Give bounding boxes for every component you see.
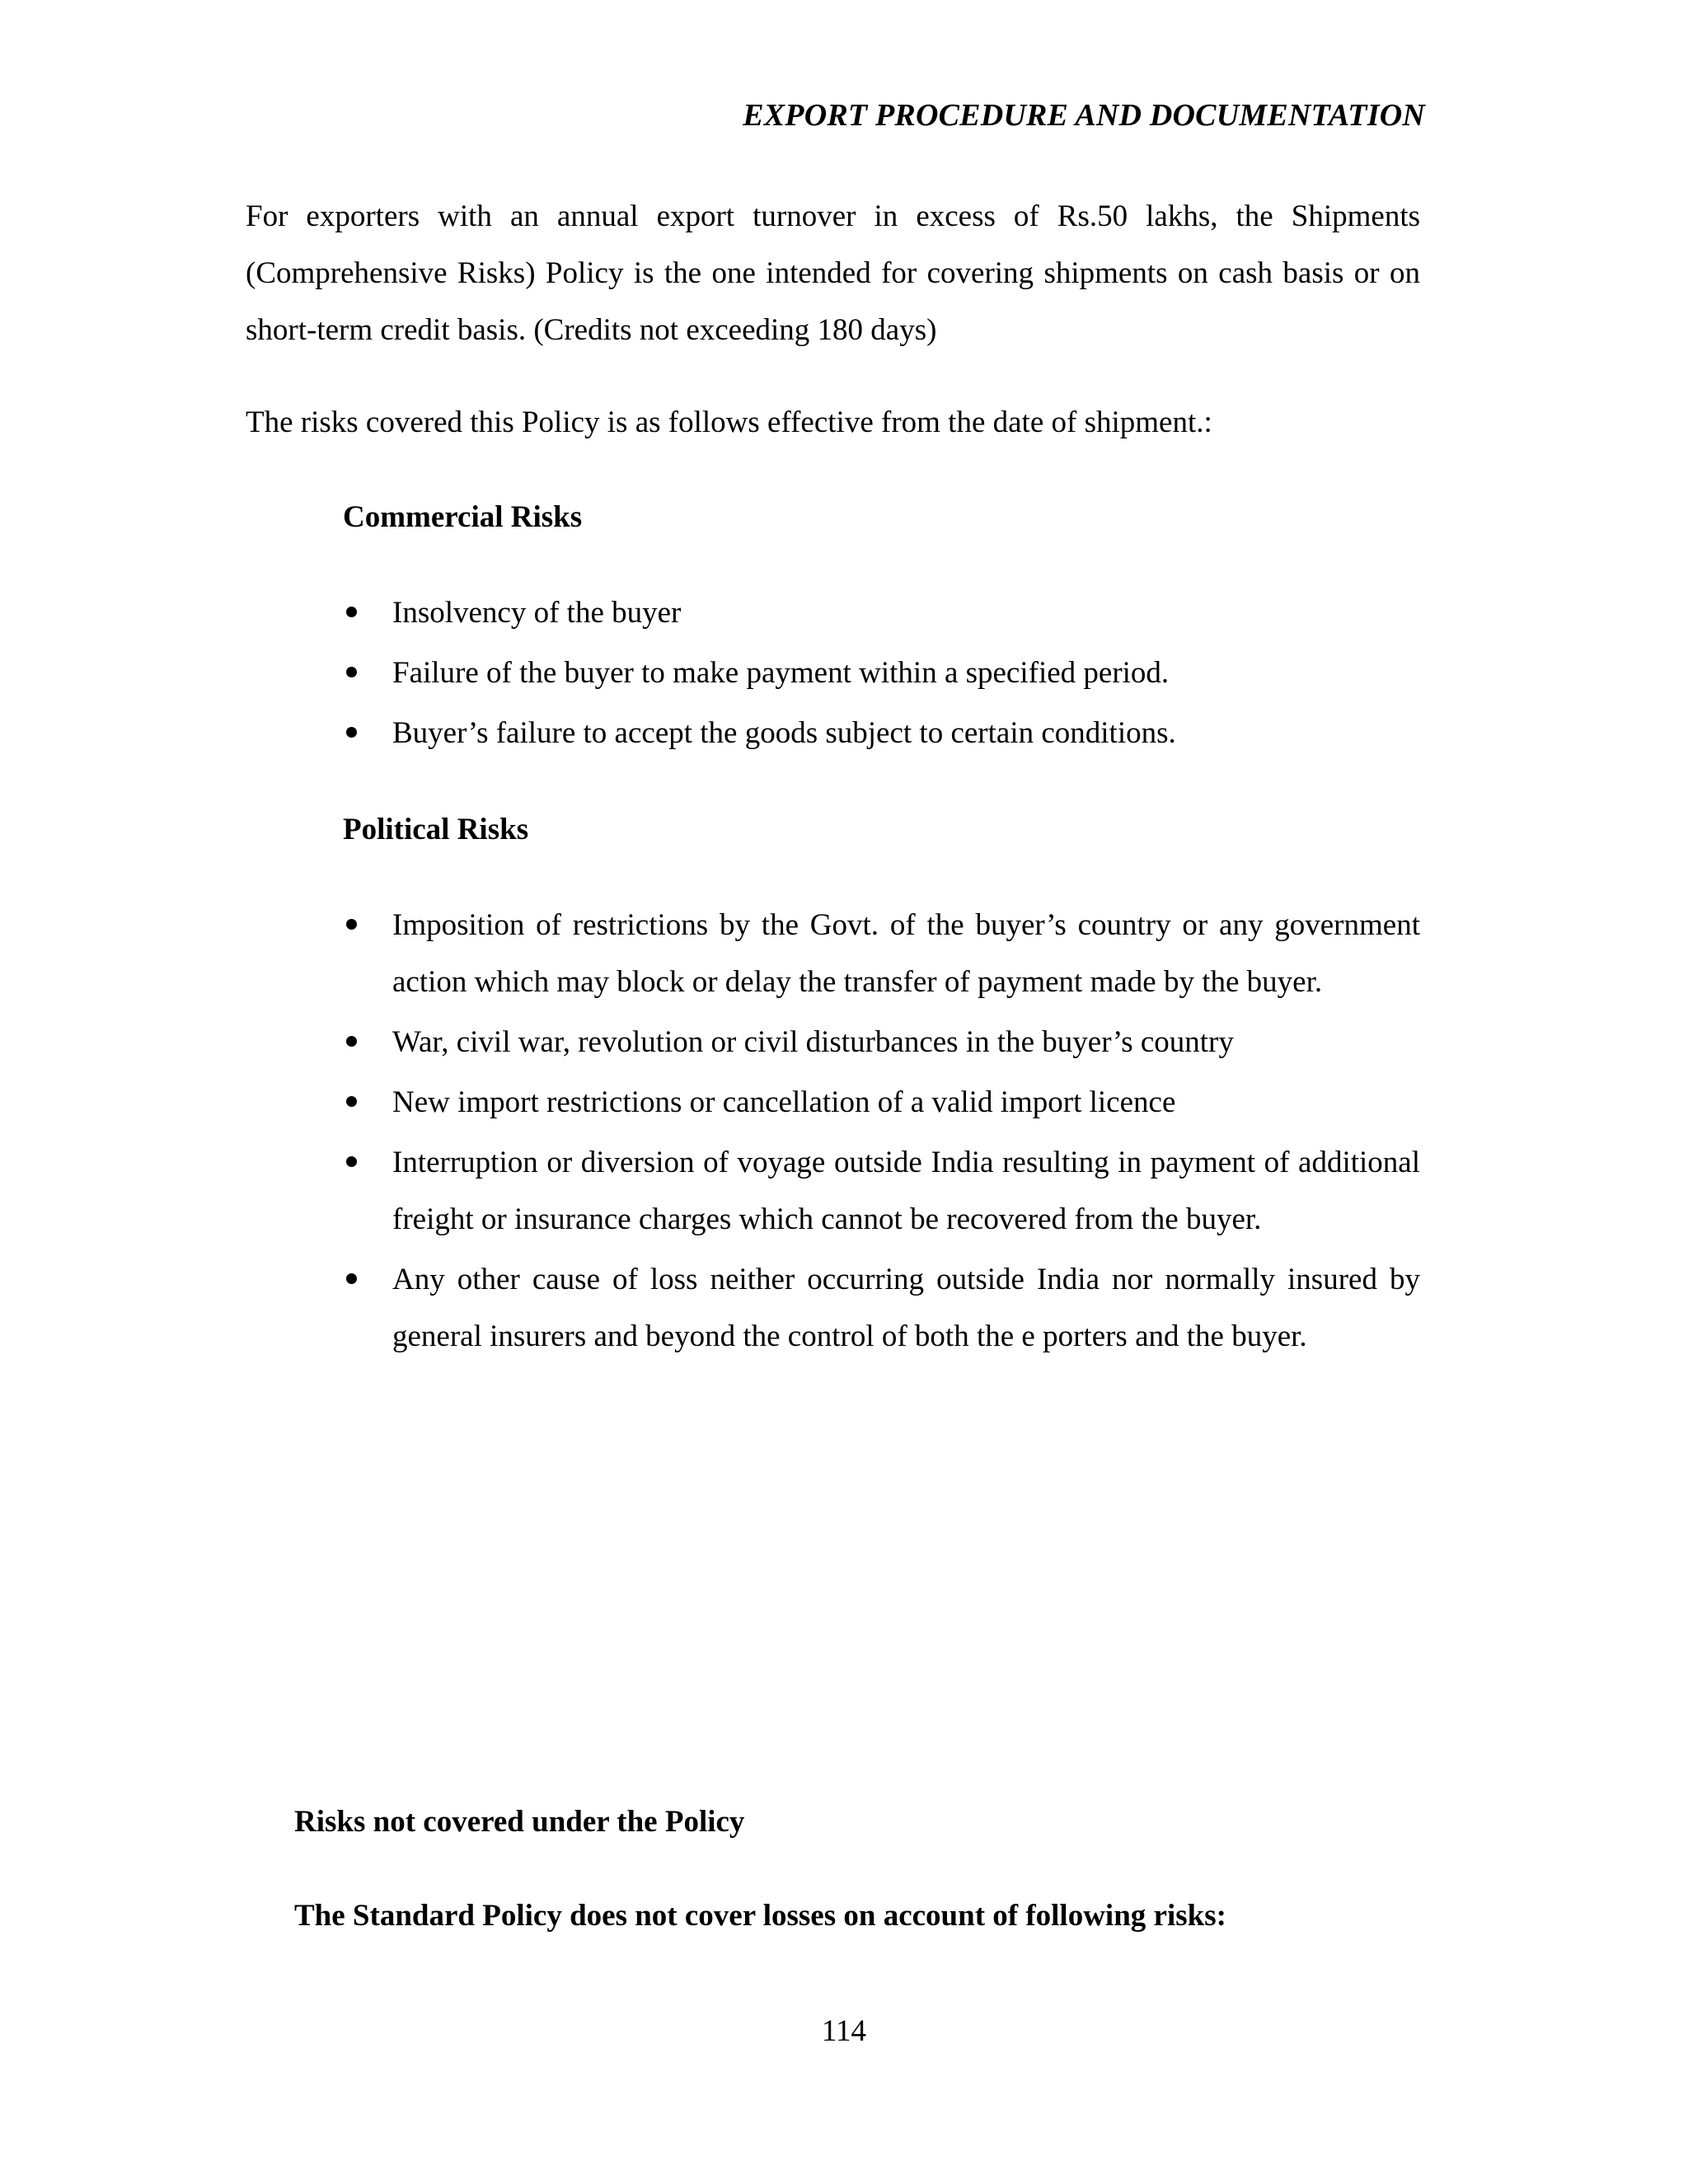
list-item-text: Any other cause of loss neither occurring outside India nor normally insured by general insurers and beyond the control of both the e porters and the buyer. bbox=[392, 1263, 1420, 1353]
intro-paragraph: For exporters with an annual export turnover in excess of Rs.50 lakhs, the Shipments (Comprehensive Risks) Policy is the one intended for covering shipments on cash basis or on short-term credit basis. (Credits not exceeding 180 days) bbox=[246, 199, 1420, 347]
bullet-icon bbox=[346, 1036, 357, 1047]
bullet-icon bbox=[346, 1156, 357, 1167]
list-item bbox=[343, 1074, 1420, 1131]
bullet-icon bbox=[346, 727, 357, 738]
risks-covered-paragraph: The risks covered this Policy is as follows effective from the date of shipment.: bbox=[246, 405, 1212, 439]
list-item bbox=[343, 584, 1420, 641]
list-item-text: Interruption or diversion of voyage outside India resulting in payment of additional freight or insurance charges which cannot be recovered from the buyer. bbox=[392, 1146, 1420, 1236]
list-item-text: Buyer’s failure to accept the goods subject to certain conditions. bbox=[392, 716, 1176, 750]
list-item-text: War, civil war, revolution or civil disturbances in the buyer’s country bbox=[392, 1025, 1234, 1059]
political-risks-heading: Political Risks bbox=[343, 813, 529, 846]
list-item bbox=[343, 644, 1420, 701]
commercial-risks-list bbox=[343, 584, 1420, 765]
list-item-text: Failure of the buyer to make payment within a specified period. bbox=[392, 656, 1170, 690]
list-item bbox=[343, 1251, 1420, 1365]
list-item-text: Imposition of restrictions by the Govt. of the buyer’s country or any government action which may block or delay the transfer of payment made by the buyer. bbox=[392, 908, 1420, 999]
bullet-icon bbox=[346, 667, 357, 677]
political-risks-list bbox=[343, 897, 1420, 1368]
bullet-icon bbox=[346, 1096, 357, 1107]
list-item bbox=[343, 897, 1420, 1010]
bullet-icon bbox=[346, 607, 357, 617]
running-header: EXPORT PROCEDURE AND DOCUMENTATION bbox=[743, 98, 1425, 133]
list-item-text: New import restrictions or cancellation of a valid import licence bbox=[392, 1085, 1176, 1119]
list-item bbox=[343, 1134, 1420, 1248]
commercial-risks-heading: Commercial Risks bbox=[343, 500, 583, 534]
list-item bbox=[343, 1014, 1420, 1071]
bullet-icon bbox=[346, 1273, 357, 1284]
page-number: 114 bbox=[821, 2014, 867, 2048]
risks-not-covered-heading: Risks not covered under the Policy bbox=[294, 1805, 745, 1839]
bullet-icon bbox=[346, 919, 357, 930]
standard-policy-heading: The Standard Policy does not cover losses on account of following risks: bbox=[294, 1899, 1226, 1933]
list-item-text: Insolvency of the buyer bbox=[392, 596, 682, 630]
list-item bbox=[343, 705, 1420, 762]
